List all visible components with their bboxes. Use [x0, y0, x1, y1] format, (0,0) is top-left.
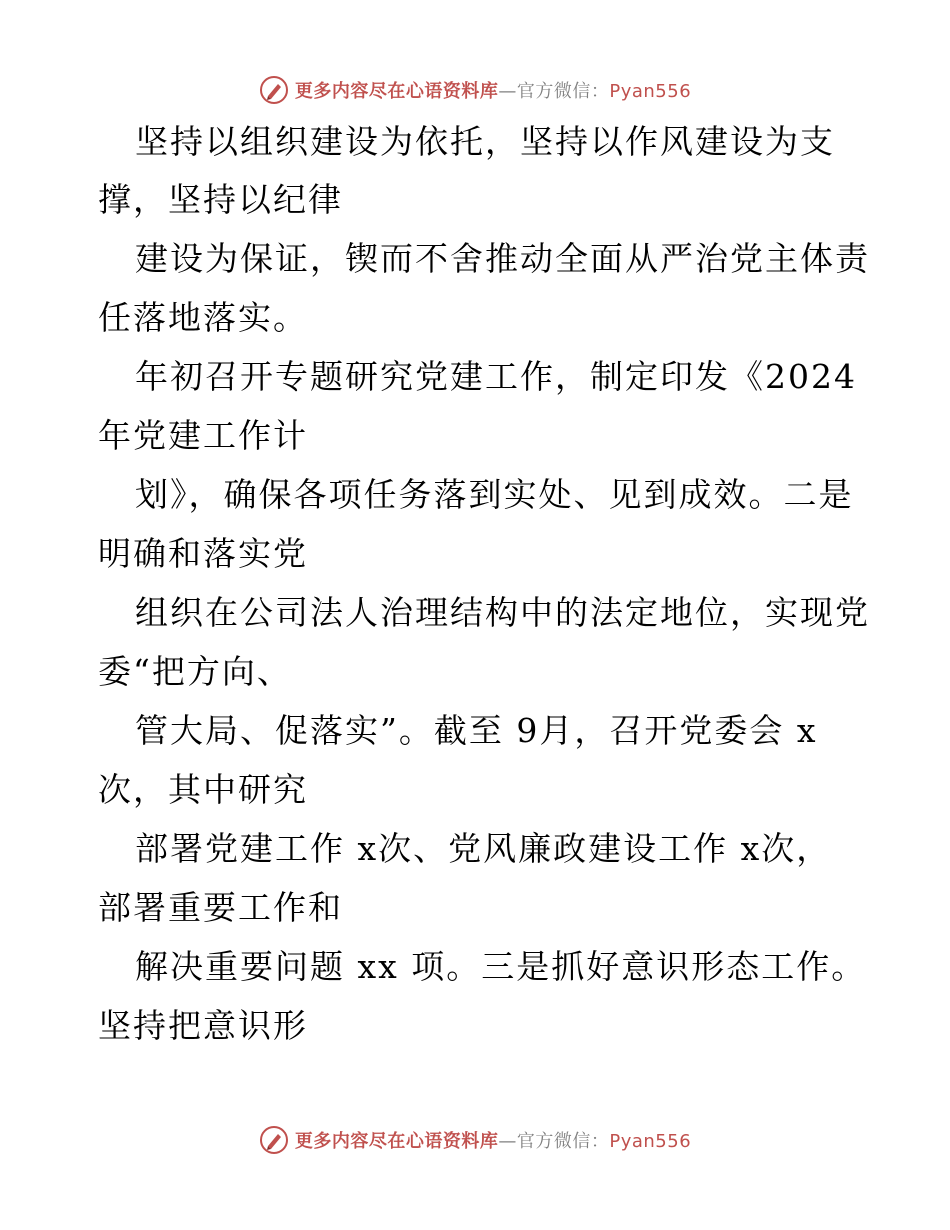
pen-logo-icon — [259, 1125, 289, 1155]
text-line: 管大局、促落实”。截至 9月，召开党委会 x — [135, 711, 818, 750]
text-line: 明确和落实党 — [98, 534, 308, 573]
watermark-text: 更多内容尽在心语资料库—官方微信：Pyan556 — [294, 81, 692, 102]
header-watermark — [0, 70, 950, 110]
footer-watermark — [0, 1120, 950, 1160]
watermark-text: 更多内容尽在心语资料库—官方微信：Pyan556 — [294, 1131, 692, 1152]
text-line: 解决重要问题 xx 项。三是抓好意识形态工作。 — [135, 947, 867, 986]
text-line: 建设为保证，锲而不舍推动全面从严治党主体责 — [135, 239, 870, 278]
pen-logo-icon — [259, 75, 289, 105]
text-line: 划》，确保各项任务落到实处、见到成效。二是 — [135, 475, 854, 514]
text-line: 撑，坚持以纪律 — [98, 180, 343, 219]
text-line: 部署重要工作和 — [98, 888, 343, 927]
text-line: 年初召开专题研究党建工作，制定印发《2024 — [135, 357, 857, 396]
text-line: 坚持以组织建设为依托，坚持以作风建设为支 — [135, 122, 835, 161]
text-line: 部署党建工作 x次、党风廉政建设工作 x次， — [135, 829, 832, 868]
text-line: 组织在公司法人治理结构中的法定地位，实现党 — [135, 593, 870, 632]
text-line: 坚持把意识形 — [98, 1006, 308, 1045]
text-line: 任落地落实。 — [98, 298, 308, 337]
text-line: 委“把方向、 — [98, 652, 292, 691]
text-line: 次，其中研究 — [98, 770, 308, 809]
text-line: 年党建工作计 — [98, 416, 308, 455]
